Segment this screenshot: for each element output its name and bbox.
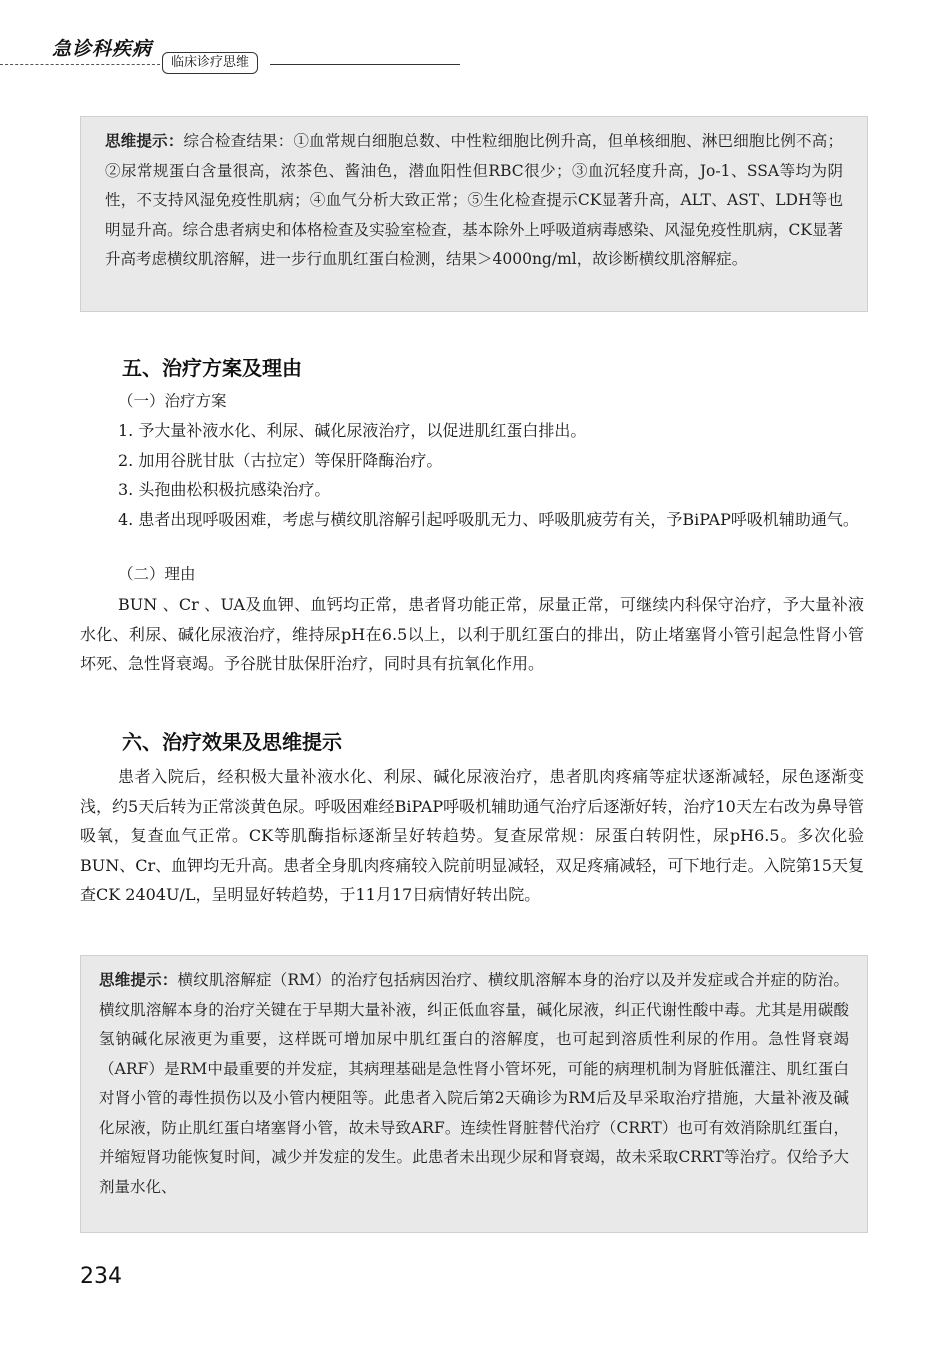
- effect-text: 患者入院后，经积极大量补液水化、利尿、碱化尿液治疗，患者肌肉疼痛等症状逐渐减轻，尿色逐渐变浅，约5天后转为正常淡黄色尿。呼吸困难经BiPAP呼吸机辅助通气治疗后逐渐好转，治疗10天左右改为鼻导管吸氧，复查血气正常。CK等肌酶指标逐渐呈好转趋势。复查尿常规：尿蛋白转阴性，尿pH6.5。多次化验BUN、Cr、血钾均无升高。患者全身肌肉疼痛较入院前明显减轻，双足疼痛减轻，可下地行走。入院第15天复查CK 2404U/L，呈明显好转趋势，于11月17日病情好转出院。: [80, 767, 864, 904]
- list-item: 4. 患者出现呼吸困难，考虑与横纹肌溶解引起呼吸肌无力、呼吸肌疲劳有关，予BiPAP呼吸机辅助通气。: [118, 509, 859, 529]
- tip-label: 思维提示：: [99, 971, 178, 989]
- tip-text: 综合检查结果：①血常规白细胞总数、中性粒细胞比例升高，但单核细胞、淋巴细胞比例不高；②尿常规蛋白含量很高，浓茶色、酱油色，潜血阳性但RBC很少；③血沉轻度升高，Jo-1、SSA等均为阴性，不支持风湿免疫性肌病；④血气分析大致正常；⑤生化检查提示CK显著升高，ALT、AST、LDH等也明显升高。综合患者病史和体格检查及实验室检查，基本除外上呼吸道病毒感染、风湿免疫性肌病，CK显著升高考虑横纹肌溶解，进一步行血肌红蛋白检测，结果＞4000ng/ml，故诊断横纹肌溶解症。: [105, 132, 843, 268]
- subsection-title-plan: （一）治疗方案: [118, 392, 227, 410]
- list-item: 1. 予大量补液水化、利尿、碱化尿液治疗，以促进肌红蛋白排出。: [118, 421, 587, 440]
- series-tag: 临床诊疗思维: [162, 52, 258, 74]
- subsection-title-reason: （二）理由: [118, 565, 196, 583]
- thinking-tip-box-2: [80, 955, 868, 1233]
- book-title: 急诊科疾病: [52, 38, 153, 60]
- thinking-tip-box-1: [80, 116, 868, 312]
- header-rule-left: [0, 64, 160, 65]
- page-header: [0, 28, 950, 78]
- header-rule-right: [270, 64, 460, 65]
- list-item: 3. 头孢曲松积极抗感染治疗。: [118, 480, 331, 499]
- section-title-treatment-effect: 六、治疗效果及思维提示: [122, 730, 342, 754]
- tip-text: 横纹肌溶解症（RM）的治疗包括病因治疗、横纹肌溶解本身的治疗以及并发症或合并症的防治。横纹肌溶解本身的治疗关键在于早期大量补液，纠正低血容量，碱化尿液，纠正代谢性酸中毒。尤其是用碳酸氢钠碱化尿液更为重要，这样既可增加尿中肌红蛋白的溶解度，也可起到溶质性利尿的作用。急性肾衰竭（ARF）是RM中最重要的并发症，其病理基础是急性肾小管坏死，可能的病理机制为肾脏低灌注、肌红蛋白对肾小管的毒性损伤以及小管内梗阻等。此患者入院后第2天确诊为RM后及早采取治疗措施，大量补液及碱化尿液，防止肌红蛋白堵塞肾小管，故未导致ARF。连续性肾脏替代治疗（CRRT）也可有效消除肌红蛋白，并缩短肾功能恢复时间，减少并发症的发生。此患者未出现少尿和肾衰竭，故未采取CRRT等治疗。仅给予大剂量水化、: [99, 971, 849, 1196]
- treatment-plan-list: [80, 416, 864, 534]
- tip-paragraph: [99, 966, 849, 1202]
- page-number: 234: [80, 1264, 122, 1289]
- list-item: 2. 加用谷胱甘肽（古拉定）等保肝降酶治疗。: [118, 450, 443, 470]
- section-title-treatment-plan: 五、治疗方案及理由: [122, 356, 302, 380]
- tip-paragraph: [105, 127, 843, 275]
- tip-label: 思维提示：: [105, 132, 184, 150]
- reason-text: BUN 、Cr 、UA及血钾、血钙均正常，患者肾功能正常，尿量正常，可继续内科保守治疗，予大量补液水化、利尿、碱化尿液治疗，维持尿pH在6.5以上，以利于肌红蛋白的排出，防止堵塞肾小管引起急性肾小管坏死、急性肾衰竭。予谷胱甘肽保肝治疗，同时具有抗氧化作用。: [80, 595, 864, 673]
- reason-paragraph: [80, 590, 864, 679]
- treatment-effect-paragraph: [80, 762, 864, 910]
